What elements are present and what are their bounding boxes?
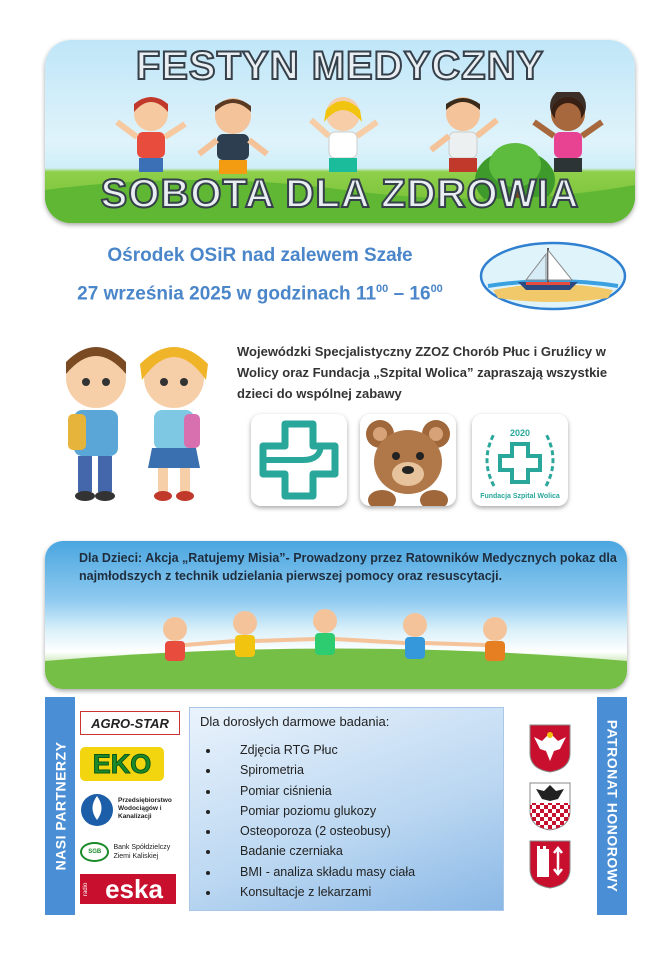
- honorary-patronage-label: PATRONAT HONOROWY: [597, 697, 627, 915]
- adult-exams-panel: [189, 707, 504, 911]
- exams-title: Dla dorosłych darmowe badania:: [200, 714, 390, 729]
- event-date-time: 27 września 2025 w godzinach $11^{00} - 16^{00}$: [77, 283, 443, 305]
- festival-banner: [45, 40, 635, 223]
- list-item: • Pomiar ciśnienia: [220, 781, 415, 801]
- coat-of-arms-checkered-icon: [528, 781, 572, 831]
- foundation-logo: [472, 414, 568, 506]
- water-company-logo: Przedsiębiorstwo Wodociągów i Kanalizacji: [80, 789, 178, 829]
- exams-list: [202, 740, 415, 902]
- hospital-logo: [251, 414, 347, 506]
- teddy-bear-logo: [360, 414, 456, 506]
- coat-of-arms-tower-icon: [528, 839, 572, 889]
- list-item: • Pomiar poziomu glukozy: [220, 801, 415, 821]
- foundation-name: Fundacja Szpital Wolica: [480, 493, 560, 500]
- kids-activity-panel: [45, 541, 627, 689]
- partners-label: NASI PARTNERZY: [45, 697, 75, 915]
- rescue-teddy-description: Dla Dzieci: Akcja „Ratujemy Misia”- Prowadzony przez Ratowników Medycznych pokaz dla najmłodszych z technik udzielania pierwszej pomocy oraz resuscytacji.: [79, 551, 617, 583]
- foundation-year: 2020: [509, 428, 531, 438]
- list-item: • Badanie czerniaka: [220, 841, 415, 861]
- agro-star-logo: AGRO-STAR: [80, 711, 180, 735]
- sailboat-icon: [478, 240, 628, 312]
- medical-cross-icon: [251, 414, 347, 506]
- sgb-icon: SGB: [80, 842, 109, 862]
- list-item: • BMI - analiza składu masy ciała: [220, 862, 415, 882]
- organizers-invitation: Wojewódzki Specjalistyczny ZZOZ Chorób Płuc i Gruźlicy w Wolicy oraz Fundacja „Szpital Wolica” zapraszają wszystkie dzieci do wspólnej zabawy: [237, 344, 608, 401]
- eko-logo: EKO: [80, 745, 178, 783]
- laurel-cross-icon: [472, 414, 568, 506]
- banner-subtitle: SOBOTA DLA ZDROWIA: [100, 172, 580, 216]
- list-item: • Konsultacje z lekarzami: [220, 882, 415, 902]
- schoolchildren-illustration: [58, 338, 218, 508]
- bank-logo: SGB Bank Spółdzielczy Ziemi Kaliskiej: [80, 840, 178, 864]
- list-item: • Zdjęcia RTG Płuc: [220, 740, 415, 760]
- list-item: • Spirometria: [220, 760, 415, 780]
- water-drop-icon: [80, 790, 114, 828]
- teddy-bear-icon: [360, 414, 456, 506]
- banner-title: FESTYN MEDYCZNY: [135, 44, 545, 88]
- list-item: • Osteoporoza (2 osteobusy): [220, 821, 415, 841]
- venue-name: Ośrodek OSiR nad zalewem Szałe: [107, 245, 413, 266]
- radio-eska-logo: radio eska: [80, 873, 178, 905]
- coat-of-arms-eagle-icon: [528, 723, 572, 773]
